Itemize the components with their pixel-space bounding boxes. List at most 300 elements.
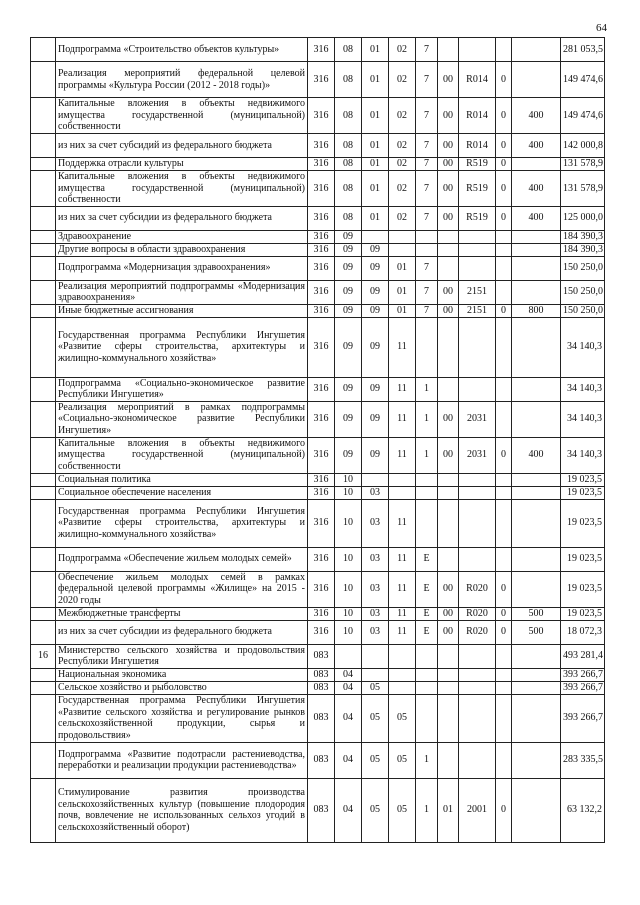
- code-direction: [459, 644, 496, 668]
- row-amount: 63 132,2: [561, 778, 605, 842]
- code-section: 04: [335, 694, 362, 742]
- code-admin: 316: [308, 473, 335, 486]
- code-sub-direction: [496, 742, 512, 778]
- code-subprogram: 7: [416, 280, 438, 304]
- code-direction: R519: [459, 206, 496, 230]
- code-admin: 316: [308, 571, 335, 607]
- code-sub-direction: [496, 681, 512, 694]
- code-program: [389, 243, 416, 256]
- code-subprogram: [416, 681, 438, 694]
- code-expense-type: [512, 644, 561, 668]
- code-admin: 316: [308, 547, 335, 571]
- code-section: 10: [335, 571, 362, 607]
- table-row: [31, 473, 605, 486]
- code-expense-type: 400: [512, 134, 561, 158]
- code-subprogram: 7: [416, 206, 438, 230]
- row-name: Капитальные вложения в объекты недвижимого имущества государственной (муниципальной) собственности: [56, 437, 308, 473]
- code-event: [438, 317, 459, 377]
- code-event: [438, 499, 459, 547]
- code-expense-type: [512, 158, 561, 171]
- code-expense-type: [512, 742, 561, 778]
- code-admin: 316: [308, 230, 335, 243]
- code-program: 05: [389, 694, 416, 742]
- code-event: 00: [438, 158, 459, 171]
- code-section: 04: [335, 668, 362, 681]
- code-sub-direction: 0: [496, 437, 512, 473]
- code-expense-type: 400: [512, 206, 561, 230]
- code-subsection: 09: [362, 437, 389, 473]
- row-amount: 142 000,8: [561, 134, 605, 158]
- code-subprogram: [416, 486, 438, 499]
- code-event: 01: [438, 778, 459, 842]
- row-index: [31, 206, 56, 230]
- code-direction: [459, 547, 496, 571]
- code-sub-direction: [496, 317, 512, 377]
- table-row: [31, 778, 605, 842]
- row-index: [31, 230, 56, 243]
- code-direction: R519: [459, 158, 496, 171]
- code-sub-direction: 0: [496, 171, 512, 207]
- code-expense-type: 400: [512, 171, 561, 207]
- code-subsection: 09: [362, 243, 389, 256]
- table-row: [31, 499, 605, 547]
- row-index: [31, 778, 56, 842]
- row-name: Иные бюджетные ассигнования: [56, 304, 308, 317]
- code-section: 10: [335, 547, 362, 571]
- row-amount: 19 023,5: [561, 486, 605, 499]
- code-sub-direction: 0: [496, 778, 512, 842]
- row-amount: 18 072,3: [561, 620, 605, 644]
- code-expense-type: 400: [512, 98, 561, 134]
- code-program: [389, 644, 416, 668]
- code-event: [438, 230, 459, 243]
- row-amount: 393 266,7: [561, 668, 605, 681]
- code-direction: R014: [459, 134, 496, 158]
- row-name: Реализация мероприятий подпрограммы «Модернизация здравоохранения»: [56, 280, 308, 304]
- code-subsection: 09: [362, 304, 389, 317]
- code-expense-type: 800: [512, 304, 561, 317]
- code-admin: 316: [308, 620, 335, 644]
- row-index: [31, 742, 56, 778]
- code-expense-type: [512, 401, 561, 437]
- table-row: [31, 243, 605, 256]
- code-event: [438, 694, 459, 742]
- code-subprogram: [416, 694, 438, 742]
- row-name: Другие вопросы в области здравоохранения: [56, 243, 308, 256]
- row-index: [31, 134, 56, 158]
- row-name: Социальная политика: [56, 473, 308, 486]
- code-program: 11: [389, 499, 416, 547]
- code-admin: 316: [308, 158, 335, 171]
- code-section: [335, 644, 362, 668]
- code-subprogram: [416, 317, 438, 377]
- code-subsection: [362, 668, 389, 681]
- code-section: 10: [335, 607, 362, 620]
- code-subprogram: [416, 243, 438, 256]
- code-subsection: 03: [362, 620, 389, 644]
- code-section: 09: [335, 243, 362, 256]
- code-sub-direction: [496, 280, 512, 304]
- code-section: 10: [335, 473, 362, 486]
- code-program: [389, 230, 416, 243]
- code-subprogram: [416, 644, 438, 668]
- row-name: Подпрограмма «Социально-экономическое развитие Республики Ингушетия»: [56, 377, 308, 401]
- code-sub-direction: [496, 473, 512, 486]
- code-admin: 316: [308, 98, 335, 134]
- code-expense-type: [512, 571, 561, 607]
- code-direction: [459, 486, 496, 499]
- code-direction: R014: [459, 62, 496, 98]
- code-section: 09: [335, 230, 362, 243]
- code-section: 09: [335, 304, 362, 317]
- code-direction: 2001: [459, 778, 496, 842]
- code-section: 09: [335, 377, 362, 401]
- row-index: [31, 694, 56, 742]
- row-amount: 125 000,0: [561, 206, 605, 230]
- page-number: 64: [596, 22, 607, 34]
- row-index: [31, 256, 56, 280]
- code-admin: 083: [308, 742, 335, 778]
- row-name: Государственная программа Республики Ингушетия «Развитие сельского хозяйства и регулирование рынков сельскохозяйственной продукции, сырья и продовольствия»: [56, 694, 308, 742]
- code-direction: [459, 38, 496, 62]
- table-row: [31, 317, 605, 377]
- table-row: [31, 377, 605, 401]
- code-subsection: [362, 230, 389, 243]
- code-direction: [459, 499, 496, 547]
- row-amount: 19 023,5: [561, 607, 605, 620]
- row-name: Капитальные вложения в объекты недвижимого имущества государственной (муниципальной) собственности: [56, 98, 308, 134]
- code-sub-direction: [496, 499, 512, 547]
- row-index: [31, 171, 56, 207]
- code-expense-type: 500: [512, 607, 561, 620]
- row-amount: 19 023,5: [561, 547, 605, 571]
- code-event: [438, 473, 459, 486]
- row-amount: 281 053,5: [561, 38, 605, 62]
- code-expense-type: [512, 38, 561, 62]
- code-section: 04: [335, 681, 362, 694]
- row-index: [31, 547, 56, 571]
- code-program: [389, 486, 416, 499]
- row-index: [31, 38, 56, 62]
- code-sub-direction: [496, 377, 512, 401]
- code-sub-direction: [496, 230, 512, 243]
- code-sub-direction: [496, 668, 512, 681]
- code-event: [438, 243, 459, 256]
- row-amount: 150 250,0: [561, 256, 605, 280]
- code-event: 00: [438, 304, 459, 317]
- code-event: 00: [438, 206, 459, 230]
- code-subprogram: 7: [416, 171, 438, 207]
- code-event: [438, 547, 459, 571]
- row-amount: 393 266,7: [561, 694, 605, 742]
- code-expense-type: [512, 243, 561, 256]
- row-amount: 34 140,3: [561, 437, 605, 473]
- code-admin: 083: [308, 668, 335, 681]
- code-direction: 2031: [459, 437, 496, 473]
- code-direction: [459, 230, 496, 243]
- code-program: 02: [389, 206, 416, 230]
- code-direction: R020: [459, 620, 496, 644]
- code-expense-type: [512, 668, 561, 681]
- row-name: из них за счет субсидии из федерального бюджета: [56, 620, 308, 644]
- code-subprogram: 7: [416, 134, 438, 158]
- code-section: 09: [335, 317, 362, 377]
- row-amount: 184 390,3: [561, 230, 605, 243]
- code-expense-type: [512, 230, 561, 243]
- code-admin: 316: [308, 243, 335, 256]
- row-index: [31, 401, 56, 437]
- code-subsection: 09: [362, 317, 389, 377]
- code-expense-type: [512, 486, 561, 499]
- code-direction: [459, 473, 496, 486]
- code-sub-direction: [496, 401, 512, 437]
- table-row: [31, 644, 605, 668]
- code-subsection: 01: [362, 98, 389, 134]
- code-sub-direction: [496, 256, 512, 280]
- code-subprogram: 7: [416, 98, 438, 134]
- code-direction: [459, 694, 496, 742]
- row-name: Поддержка отрасли культуры: [56, 158, 308, 171]
- row-amount: 19 023,5: [561, 499, 605, 547]
- code-section: 08: [335, 38, 362, 62]
- code-direction: R014: [459, 98, 496, 134]
- table-row: [31, 681, 605, 694]
- code-direction: R020: [459, 571, 496, 607]
- code-subprogram: 1: [416, 437, 438, 473]
- row-amount: 149 474,6: [561, 62, 605, 98]
- table-row: [31, 98, 605, 134]
- code-program: 11: [389, 620, 416, 644]
- row-name: Здравоохранение: [56, 230, 308, 243]
- table-row: [31, 401, 605, 437]
- code-program: 02: [389, 158, 416, 171]
- code-subprogram: 1: [416, 401, 438, 437]
- row-amount: 131 578,9: [561, 171, 605, 207]
- row-amount: 34 140,3: [561, 317, 605, 377]
- row-amount: 150 250,0: [561, 304, 605, 317]
- code-subsection: 01: [362, 158, 389, 171]
- table-row: [31, 38, 605, 62]
- code-subsection: [362, 644, 389, 668]
- code-section: 08: [335, 62, 362, 98]
- code-direction: 2151: [459, 280, 496, 304]
- row-name: Национальная экономика: [56, 668, 308, 681]
- code-subprogram: [416, 230, 438, 243]
- code-event: [438, 256, 459, 280]
- code-section: 09: [335, 256, 362, 280]
- code-expense-type: 400: [512, 437, 561, 473]
- code-subprogram: 1: [416, 377, 438, 401]
- code-expense-type: 500: [512, 620, 561, 644]
- code-direction: [459, 377, 496, 401]
- row-index: [31, 620, 56, 644]
- table-row: [31, 206, 605, 230]
- row-amount: 34 140,3: [561, 377, 605, 401]
- table-row: [31, 256, 605, 280]
- code-subsection: 01: [362, 171, 389, 207]
- table-row: [31, 694, 605, 742]
- code-subsection: 01: [362, 38, 389, 62]
- code-event: [438, 644, 459, 668]
- code-sub-direction: 0: [496, 304, 512, 317]
- row-name: Подпрограмма «Модернизация здравоохранения»: [56, 256, 308, 280]
- code-event: 00: [438, 98, 459, 134]
- code-sub-direction: 0: [496, 98, 512, 134]
- code-section: 08: [335, 134, 362, 158]
- code-subsection: 09: [362, 401, 389, 437]
- code-admin: 083: [308, 681, 335, 694]
- code-subprogram: Е: [416, 620, 438, 644]
- code-program: 11: [389, 571, 416, 607]
- row-name: Сельское хозяйство и рыболовство: [56, 681, 308, 694]
- code-subsection: 05: [362, 681, 389, 694]
- row-amount: 34 140,3: [561, 401, 605, 437]
- row-name: Министерство сельского хозяйства и продовольствия Республики Ингушетия: [56, 644, 308, 668]
- code-admin: 316: [308, 280, 335, 304]
- code-program: [389, 681, 416, 694]
- table-row: [31, 171, 605, 207]
- code-program: 01: [389, 280, 416, 304]
- row-index: [31, 62, 56, 98]
- row-amount: 184 390,3: [561, 243, 605, 256]
- row-name: Стимулирование развития производства сельскохозяйственных культур (повышение плодородия почв, вовлечение не использованных сельхоз угодий в сельскохозяйственный оборот): [56, 778, 308, 842]
- code-admin: 316: [308, 62, 335, 98]
- code-subprogram: Е: [416, 571, 438, 607]
- row-name: Социальное обеспечение населения: [56, 486, 308, 499]
- code-direction: R519: [459, 171, 496, 207]
- code-sub-direction: 0: [496, 620, 512, 644]
- row-amount: 131 578,9: [561, 158, 605, 171]
- code-expense-type: [512, 547, 561, 571]
- row-amount: 19 023,5: [561, 571, 605, 607]
- code-subsection: 01: [362, 62, 389, 98]
- row-amount: 493 281,4: [561, 644, 605, 668]
- code-expense-type: [512, 317, 561, 377]
- code-section: 08: [335, 158, 362, 171]
- code-expense-type: [512, 256, 561, 280]
- code-event: 00: [438, 280, 459, 304]
- code-subsection: 05: [362, 694, 389, 742]
- code-direction: [459, 243, 496, 256]
- code-sub-direction: [496, 694, 512, 742]
- row-name: Межбюджетные трансферты: [56, 607, 308, 620]
- code-section: 10: [335, 620, 362, 644]
- code-admin: 316: [308, 317, 335, 377]
- row-index: [31, 243, 56, 256]
- code-section: 10: [335, 486, 362, 499]
- code-program: 11: [389, 437, 416, 473]
- code-subprogram: [416, 473, 438, 486]
- code-sub-direction: 0: [496, 62, 512, 98]
- code-program: 02: [389, 38, 416, 62]
- code-sub-direction: 0: [496, 158, 512, 171]
- row-amount: 393 266,7: [561, 681, 605, 694]
- code-subsection: 03: [362, 499, 389, 547]
- table-row: [31, 62, 605, 98]
- code-program: 02: [389, 98, 416, 134]
- table-row: [31, 437, 605, 473]
- code-subsection: 05: [362, 742, 389, 778]
- code-event: [438, 668, 459, 681]
- code-subsection: 05: [362, 778, 389, 842]
- code-subsection: 01: [362, 206, 389, 230]
- table-row: [31, 742, 605, 778]
- code-event: 00: [438, 620, 459, 644]
- code-event: [438, 38, 459, 62]
- code-subsection: 03: [362, 486, 389, 499]
- code-subprogram: Е: [416, 607, 438, 620]
- code-subprogram: 1: [416, 778, 438, 842]
- code-section: 08: [335, 206, 362, 230]
- code-expense-type: [512, 62, 561, 98]
- code-program: 11: [389, 547, 416, 571]
- code-subprogram: 7: [416, 62, 438, 98]
- row-index: [31, 499, 56, 547]
- code-admin: 316: [308, 38, 335, 62]
- code-event: [438, 681, 459, 694]
- code-direction: [459, 681, 496, 694]
- code-admin: 316: [308, 134, 335, 158]
- code-subsection: [362, 473, 389, 486]
- row-index: [31, 158, 56, 171]
- code-admin: 316: [308, 171, 335, 207]
- code-sub-direction: 0: [496, 134, 512, 158]
- code-section: 09: [335, 437, 362, 473]
- code-subsection: 03: [362, 547, 389, 571]
- code-program: [389, 473, 416, 486]
- row-index: [31, 668, 56, 681]
- row-index: [31, 571, 56, 607]
- code-sub-direction: [496, 486, 512, 499]
- code-direction: 2031: [459, 401, 496, 437]
- row-name: Государственная программа Республики Ингушетия «Развитие сферы строительства, архитектуры и жилищно-коммунального хозяйства»: [56, 317, 308, 377]
- code-admin: 316: [308, 401, 335, 437]
- code-program: 11: [389, 317, 416, 377]
- table-row: [31, 668, 605, 681]
- code-subprogram: [416, 668, 438, 681]
- code-program: 02: [389, 171, 416, 207]
- budget-table: [30, 37, 605, 843]
- row-index: [31, 98, 56, 134]
- table-row: [31, 158, 605, 171]
- row-index: [31, 486, 56, 499]
- code-admin: 083: [308, 644, 335, 668]
- table-row: [31, 280, 605, 304]
- code-subsection: 09: [362, 377, 389, 401]
- code-expense-type: [512, 694, 561, 742]
- table-row: [31, 486, 605, 499]
- table-row: [31, 620, 605, 644]
- row-index: [31, 317, 56, 377]
- code-admin: 083: [308, 778, 335, 842]
- code-expense-type: [512, 778, 561, 842]
- code-admin: 316: [308, 499, 335, 547]
- code-program: 01: [389, 304, 416, 317]
- row-name: Реализация мероприятий в рамках подпрограммы «Социально-экономическое развитие Республики Ингушетия»: [56, 401, 308, 437]
- row-name: Реализация мероприятий федеральной целевой программы «Культура России (2012 - 2018 годы)»: [56, 62, 308, 98]
- code-subprogram: 7: [416, 158, 438, 171]
- row-name: Подпрограмма «Развитие подотрасли растениеводства, переработки и реализации продукции растениеводства»: [56, 742, 308, 778]
- code-program: 02: [389, 134, 416, 158]
- code-admin: 083: [308, 694, 335, 742]
- row-index: [31, 681, 56, 694]
- code-subprogram: 7: [416, 304, 438, 317]
- code-direction: 2151: [459, 304, 496, 317]
- code-sub-direction: 0: [496, 206, 512, 230]
- code-expense-type: [512, 377, 561, 401]
- code-section: 04: [335, 742, 362, 778]
- table-row: [31, 607, 605, 620]
